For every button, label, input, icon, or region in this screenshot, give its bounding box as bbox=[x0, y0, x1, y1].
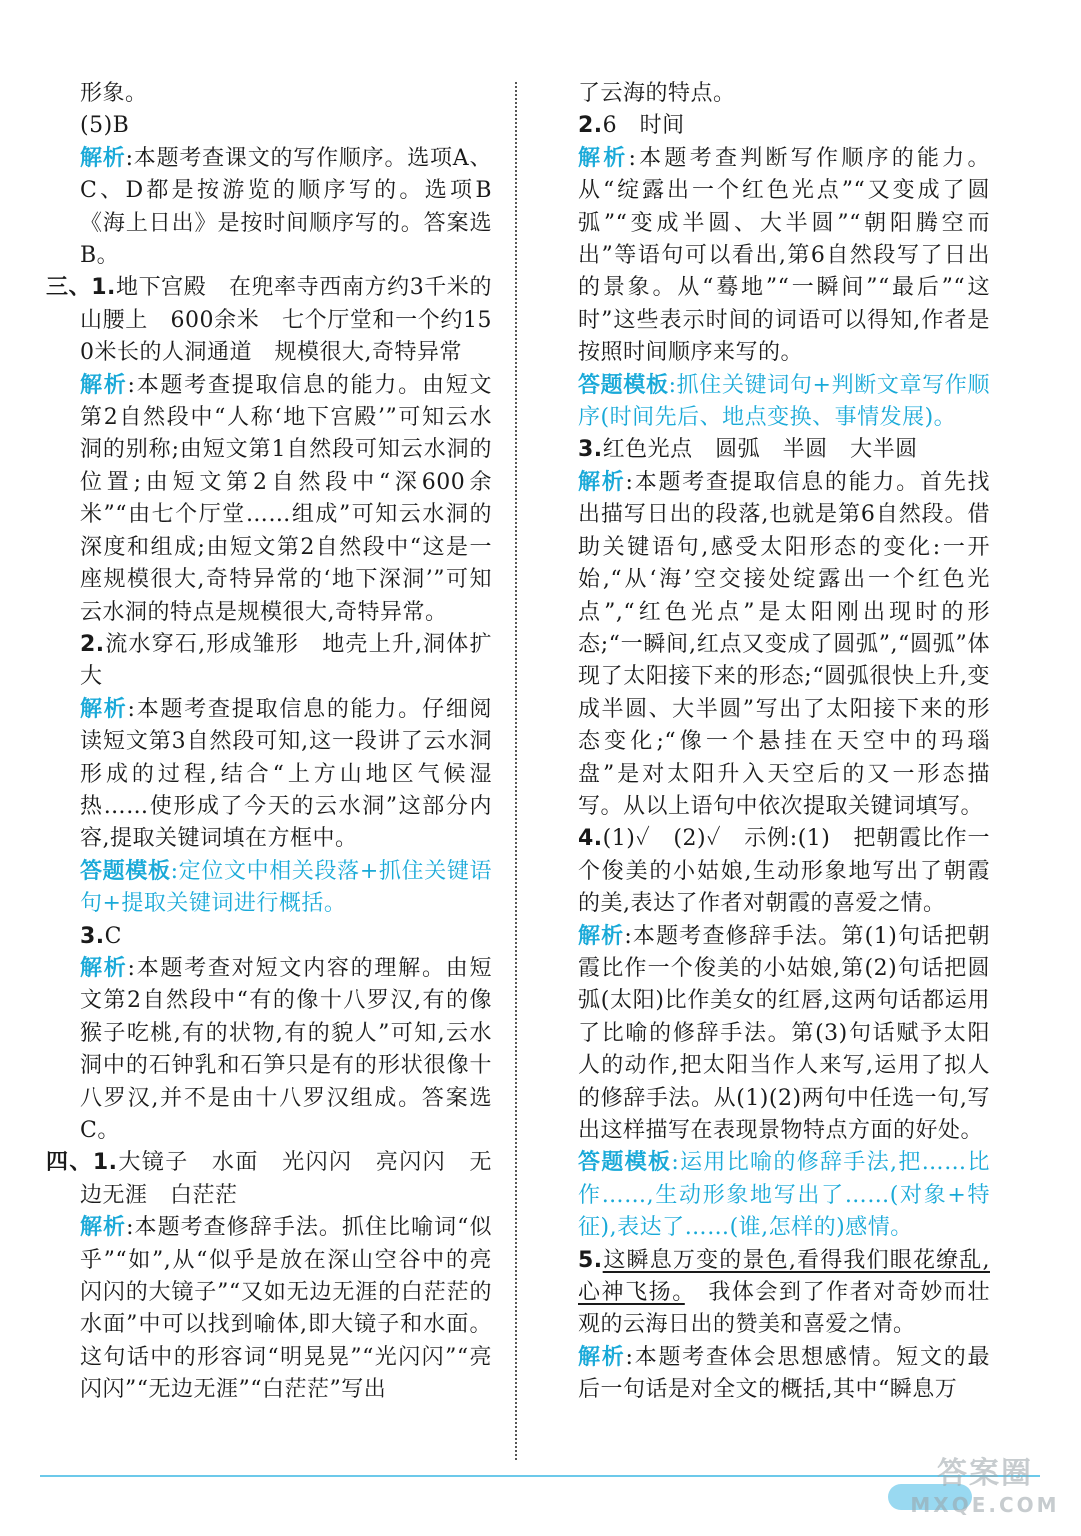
question-number: 2. bbox=[578, 113, 603, 139]
analysis-text: :本题考查修辞手法。抓住比喻词“似乎”“如”,从“似乎是放在深山空谷中的亮闪闪的大镜子”“又如无边无涯的白茫茫的水面”中可以找到喻体,即大镜子和水面。这句话中的形容词“明晃晃”“光闪闪”“亮闪闪”“无边无涯”“白茫茫”写出 bbox=[80, 1215, 492, 1403]
question-number: 1. bbox=[92, 1150, 118, 1176]
analysis-label: 解析 bbox=[80, 372, 128, 398]
analysis-label: 解析 bbox=[578, 1344, 626, 1370]
question-3-2 bbox=[80, 629, 492, 694]
answer-template bbox=[578, 1147, 990, 1244]
underlined-answer: 这瞬息万变的景色,看得我们眼花缭乱,心神飞扬。 bbox=[578, 1247, 990, 1306]
analysis-block bbox=[578, 143, 990, 370]
paragraph: 了云海的特点。 bbox=[578, 81, 736, 106]
question-3 bbox=[578, 434, 990, 466]
template-label: 答题模板 bbox=[578, 372, 669, 398]
analysis-label: 解析 bbox=[578, 923, 625, 949]
analysis-block bbox=[80, 370, 492, 629]
analysis-text: :本题考查体会思想感情。短文的最后一句话是对全文的概括,其中“瞬息万 bbox=[578, 1344, 990, 1403]
answer-text: (1)✓ (2)✓ 示例:(1) 把朝霞比作一个俊美的小姑娘,生动形象地写出了朝霞的美,表达了作者对朝霞的喜爱之情。 bbox=[578, 826, 990, 917]
analysis-text: :本题考查修辞手法。第(1)句话把朝霞比作一个俊美的小姑娘,第(2)句话把圆弧(太阳)比作美女的红唇,这两句话都运用了比喻的修辞手法。第(3)句话赋予太阳人的动作,把太阳当作人来写,运用了拟人的修辞手法。从(1)(2)两句中任选一句,写出这样描写在表现景物特点方面的好处。 bbox=[578, 923, 990, 1143]
analysis-text: :本题考查对短文内容的理解。由短文第2自然段中“有的像十八罗汉,有的像猴子吃桃,有的状物,有的貌人”可知,云水洞中的石钟乳和石笋只是有的形状很像十八罗汉,并不是由十八罗汉组成。答案选C。 bbox=[80, 955, 492, 1143]
answer-text: 6 时间 bbox=[602, 113, 685, 139]
analysis-text: :本题考查提取信息的能力。首先找出描写日出的段落,也就是第6自然段。借助关键语句,感受太阳形态的变化:一开始,“从‘海’空交接处绽露出一个红色光点”,“红色光点”是太阳刚出现时的形态;“一瞬间,红点又变成了圆弧”,“圆弧”体现了太阳接下来的形态;“圆弧很快上升,变成半圆、大半圆”写出了太阳接下来的形态变化;“像一个悬挂在天空中的玛瑙盘”是对太阳升入天空后的又一形态描写。从以上语句中依次提取关键词填写。 bbox=[578, 469, 990, 819]
analysis-label: 解析 bbox=[80, 696, 128, 722]
paragraph: 形象。 bbox=[80, 81, 148, 106]
site-watermark bbox=[900, 1455, 1070, 1533]
right-column bbox=[578, 78, 990, 1407]
analysis-block bbox=[578, 921, 990, 1148]
answer-text: C bbox=[104, 923, 123, 949]
answer-text: 红色光点 圆弧 半圆 大半圆 bbox=[602, 437, 918, 463]
analysis-block bbox=[578, 467, 990, 823]
analysis-label: 解析 bbox=[80, 955, 128, 981]
question-number: 1. bbox=[91, 275, 116, 301]
template-text: :运用比喻的修辞手法,把……比作……,生动形象地写出了……(对象+特征),表达了……(谁,怎样的)感情。 bbox=[578, 1150, 990, 1241]
question-5 bbox=[578, 1245, 990, 1342]
analysis-block bbox=[80, 1212, 492, 1406]
section-marker: 三、 bbox=[46, 275, 92, 301]
question-4-1 bbox=[46, 1147, 492, 1212]
answer-line: (5)B bbox=[80, 113, 130, 139]
analysis-block bbox=[80, 694, 492, 856]
column-divider bbox=[515, 82, 517, 1460]
analysis-block bbox=[578, 1342, 990, 1407]
template-text: :定位文中相关段落+抓住关键语句+提取关键词进行概括。 bbox=[80, 858, 492, 917]
answer-text: 地下宫殿 在兜率寺西南方约3千米的山腰上 600余米 七个厅堂和一个约150米长的人洞通道 规模很大,奇特异常 bbox=[80, 275, 492, 366]
question-4 bbox=[578, 823, 990, 920]
analysis-text: :本题考查课文的写作顺序。选项A、C、D都是按游览的顺序写的。选项B《海上日出》是按时间顺序写的。答案选B。 bbox=[80, 145, 492, 269]
analysis-text: :本题考查判断写作顺序的能力。从“绽露出一个红色光点”“又变成了圆弧”“变成半圆、大半圆”“朝阳腾空而出”等语句可以看出,第6自然段写了日出的景象。从“蓦地”“一瞬间”“最后”“这时”这些表示时间的词语可以得知,作者是按照时间顺序来写的。 bbox=[578, 145, 990, 366]
watermark-domain: MXQE.COM bbox=[910, 1493, 1060, 1517]
footer-rule bbox=[40, 1475, 1040, 1477]
watermark-text: 答案圈 bbox=[937, 1456, 1033, 1491]
question-2 bbox=[578, 110, 990, 142]
template-text: :抓住关键词句+判断文章写作顺序(时间先后、地点变换、事情发展)。 bbox=[578, 372, 990, 431]
question-number: 3. bbox=[80, 923, 105, 949]
template-label: 答题模板 bbox=[80, 858, 171, 884]
analysis-label: 解析 bbox=[578, 469, 626, 495]
question-number: 2. bbox=[80, 631, 105, 657]
analysis-block bbox=[80, 143, 492, 273]
analysis-text: :本题考查提取信息的能力。仔细阅读短文第3自然段可知,这一段讲了云水洞形成的过程,结合“上方山地区气候湿热……使形成了今天的云水洞”这部分内容,提取关键词填在方框中。 bbox=[80, 696, 492, 852]
analysis-block bbox=[80, 953, 492, 1147]
left-column bbox=[46, 78, 492, 1407]
template-label: 答题模板 bbox=[578, 1150, 672, 1176]
analysis-label: 解析 bbox=[80, 1215, 127, 1241]
answer-text: 流水穿石,形成雏形 地壳上升,洞体扩大 bbox=[80, 631, 492, 690]
question-number: 5. bbox=[578, 1247, 603, 1273]
question-3-3 bbox=[80, 921, 492, 953]
section-marker: 四、 bbox=[46, 1150, 93, 1176]
answer-template bbox=[578, 370, 990, 435]
question-3-1 bbox=[46, 272, 492, 369]
answer-text: 大镜子 水面 光闪闪 亮闪闪 无边无涯 白茫茫 bbox=[80, 1150, 492, 1208]
analysis-text: :本题考查提取信息的能力。由短文第2自然段中“人称‘地下宫殿’”可知云水洞的别称;由短文第1自然段可知云水洞的位置;由短文第2自然段中“深600余米”“由七个厅堂……组成”可知云水洞的深度和组成;由短文第2自然段中“这是一座规模很大,奇特异常的‘地下深洞’”可知云水洞的特点是规模很大,奇特异常。 bbox=[80, 372, 492, 625]
question-number: 3. bbox=[578, 437, 603, 463]
answer-text: 我体会到了作者对奇妙而壮观的云海日出的赞美和喜爱之情。 bbox=[578, 1280, 990, 1338]
analysis-label: 解析 bbox=[80, 145, 126, 171]
analysis-label: 解析 bbox=[578, 145, 629, 171]
question-number: 4. bbox=[578, 826, 603, 852]
answer-template bbox=[80, 856, 492, 921]
